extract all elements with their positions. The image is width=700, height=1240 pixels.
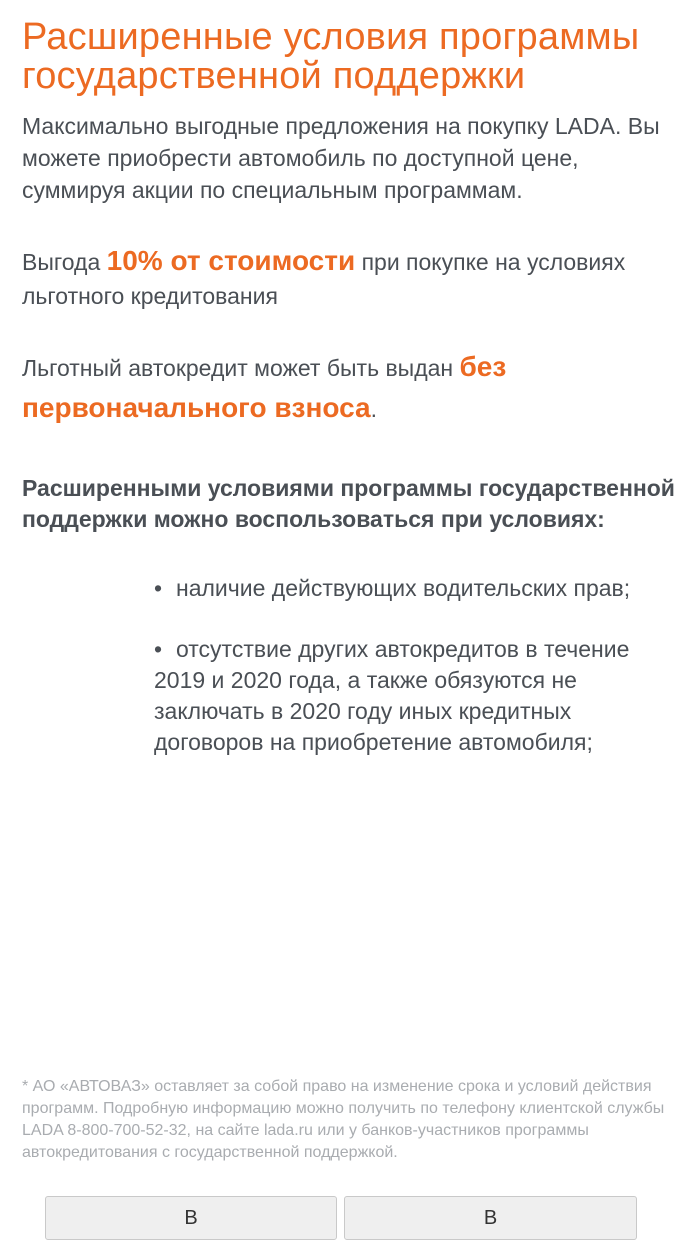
benefit-text (22, 244, 682, 313)
condition-text: наличие действующих водительских прав; (176, 575, 631, 601)
benefit-prefix: Выгода (22, 249, 107, 275)
conditions-list (22, 573, 682, 758)
list-item (154, 634, 682, 758)
condition-text: отсутствие других автокредитов в течение 2019 и 2020 года, а также обязуются не заключать в 2020 году иных кредитных договоров на приобретение автомобиля; (154, 636, 630, 755)
benefit-suffix: при покупке на условиях льготного кредитования (22, 249, 626, 309)
list-item (154, 573, 682, 604)
credit-prefix: Льготный автокредит может быть выдан (22, 355, 460, 381)
credit-highlight: без первоначального взноса (22, 351, 507, 423)
left-action-button[interactable]: В (45, 1196, 337, 1240)
page-title: Расширенные условия программы государственной поддержки (22, 16, 640, 97)
action-buttons (45, 1196, 645, 1236)
footnote: * АО «АВТОВАЗ» оставляет за собой право на изменение срока и условий действия программ. Подробную информацию можно получить по телефону клиентской службы LADA 8-800-700-52-32, на сайте lada.ru или у банков-участников программы автокредитования с государственной поддержкой. (22, 1078, 665, 1161)
right-action-button[interactable]: В (344, 1196, 637, 1240)
bullet-icon: • (154, 636, 163, 662)
credit-text (22, 347, 682, 429)
benefit-highlight: 10% от стоимости (106, 245, 356, 276)
intro-text: Максимально выгодные предложения на покупку LADA. Вы можете приобрести автомобиль по доступной цене, суммируя акции по специальным программам. (22, 113, 660, 203)
program-content (22, 18, 682, 788)
credit-suffix: . (370, 396, 377, 422)
bullet-icon: • (154, 575, 163, 601)
conditions-heading: Расширенными условиями программы государственной поддержки можно воспользоваться при условиях: (22, 475, 675, 532)
